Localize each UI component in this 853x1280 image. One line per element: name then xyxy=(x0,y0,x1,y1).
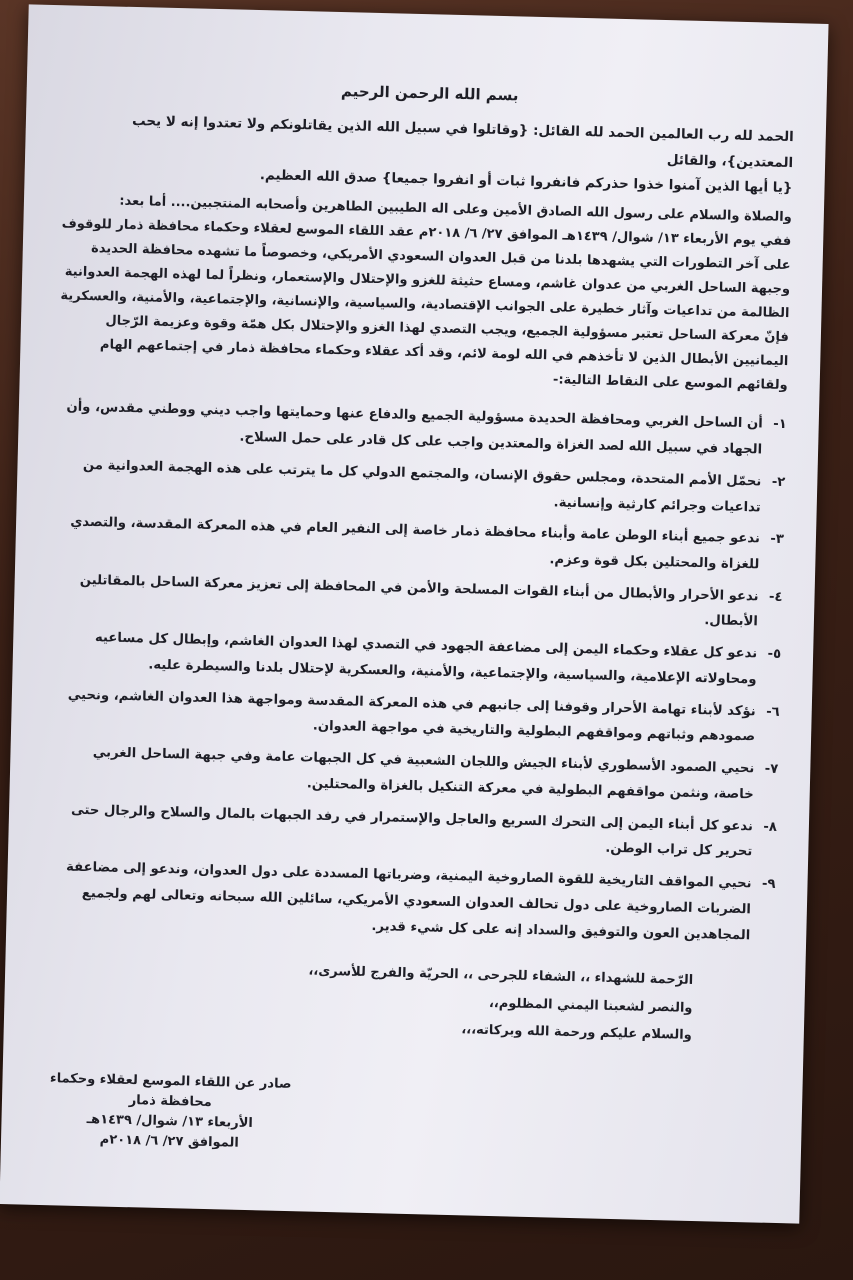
list-item xyxy=(48,739,779,808)
signature-line: صادر عن اللقاء الموسع لعقلاء وحكماء xyxy=(49,1071,292,1092)
point-text: نحيي الصمود الأسطوري لأبناء الجيش واللجان الشعبية في كل الجبهات عامة وفي جبهة الساحل الغربي خاصة، ونثمن مواقفهم البطولية في معركة التنكيل بالغزاة والمحتلين. xyxy=(92,745,755,803)
point-text: نؤكد لأبناء تهامة الأحرار وقوفنا إلى جانبهم في هذه المعركة المقدسة ومواجهة هذا العدوان الغاشم، ونحيي صمودهم وثباتهم ومواقفهم البطولية والتاريخية في مواجهة العدوان. xyxy=(67,687,756,745)
point-text: نحمّل الأمم المتحدة، ومجلس حقوق الإنسان، والمجتمع الدولي كل ما يترتب على هذه الهجمة العدوانية من تداعيات وجرائم كارثية وإنسانية. xyxy=(82,457,762,515)
list-item xyxy=(44,854,776,949)
point-text: ندعو كل أبناء اليمن إلى التحرك السريع والعاجل والإستمرار في رفد الجبهات بالمال والسلاح والرجال حتى تحرير كل تراب الوطن. xyxy=(70,802,754,860)
list-item xyxy=(49,682,780,751)
list-item xyxy=(52,567,783,636)
paper-sheet xyxy=(0,4,829,1223)
list-item xyxy=(55,452,786,521)
intro-paragraph: ففي يوم الأربعاء ١٣/ شوال/ ١٤٣٩هـ الموافق ٢٧/ ٦/ ٢٠١٨م عقد اللقاء الموسع لعقلاء وحكماء محافظة ذمار للوقوف على آخر التطورات التي يشهدها بلدنا من قبل العدوان السعودي الأمريكي، وخصوصاً ما تشهده محافظة الحديدة وجبهة الساحل الغربي من عدوان غاشم، ومساع حثيثة للغزو والإحتلال والإستعمار، ونظراً لما لهذه الهجمة العدوانية الظالمة من تداعيات وآثار خطيرة على الجوانب الإقتصادية، والسياسية، والإنسانية، والإجتماعية، والأمنية، والعسكرية فإنّ معركة الساحل تعتبر مسؤولية الجميع، ويجب التصدي لهذا الغزو والإحتلال بكل همّة وقوة وعزيمة الرّجال اليمانيين الأبطال الذين لا تأخذهم في الله لومة لائم، وقد أكد عقلاء وحكماء محافظة ذمار في إجتماعهم الهام ولقائهم الموسع على النقاط التالية:- xyxy=(60,216,792,394)
signature-line: الأربعاء ١٣/ شوال/ ١٤٣٩هـ xyxy=(86,1112,254,1132)
point-text: ندعو الأحرار والأبطال من أبناء القوات المسلحة والأمن في المحافظة إلى تعزيز معركة الساحل بالمقاتلين الأبطال. xyxy=(79,572,759,630)
signature-block xyxy=(39,1069,301,1156)
document-body xyxy=(42,75,795,1051)
closing-line: والنصر لشعبنا اليمني المظلوم،، xyxy=(488,995,693,1016)
point-number: ٧- xyxy=(764,761,779,778)
basmala: بسم الله الرحمن الرحيم xyxy=(340,82,519,105)
salutation-text: والصلاة والسلام على رسول الله الصادق الأمين وعلى اله الطيبين الطاهرين وأصحابه المنتجبين.... xyxy=(170,194,792,226)
signature-line: محافظة ذمار xyxy=(128,1093,212,1111)
list-item xyxy=(53,509,784,578)
point-number: ٣- xyxy=(770,531,785,548)
signature-line: الموافق ٢٧/ ٦/ ٢٠١٨م xyxy=(99,1132,239,1152)
point-number: ٢- xyxy=(771,474,786,490)
closing-block xyxy=(42,951,694,1049)
point-number: ٥- xyxy=(767,646,782,663)
point-text: ندعو جميع أبناء الوطن عامة وأبناء محافظة ذمار خاصة إلى النفير العام في هذه المعركة المقدسة، والتصدي للغزاة والمحتلين بكل قوة وعزم. xyxy=(70,514,761,573)
point-number: ٩- xyxy=(761,876,776,892)
point-number: ٨- xyxy=(763,819,778,835)
points-list xyxy=(44,395,787,950)
amma-baad: أما بعد: xyxy=(119,193,167,210)
point-number: ٦- xyxy=(765,704,780,720)
quran-verse-2: {يا أيها الذين آمنوا خذوا حذركم فانفروا ثبات أو انفروا جميعا} صدق الله العظيم. xyxy=(259,167,793,197)
list-item xyxy=(50,624,781,693)
point-number: ١- xyxy=(773,417,787,433)
list-item xyxy=(46,797,777,866)
list-item xyxy=(56,395,787,464)
point-text: ندعو كل عقلاء وحكماء اليمن إلى مضاعفة الجهود في التصدي لهذا العدوان الغاشم، وإبطال كل مساعيه ومحاولاته الإعلامية، والسياسية، والإجتماعية، والأمنية، والعسكرية لإحتلال بلدنا والسيطرة عليه. xyxy=(94,630,758,688)
point-text: أن الساحل الغربي ومحافظة الحديدة مسؤولية الجميع والدفاع عنها وحمايتها واجب ديني ووطني مقدس، وأن الجهاد في سبيل الله لصد الغزاة والمعتدين واجب على كل قادر على حمل السلاح. xyxy=(66,399,763,458)
closing-line: الرّحمة للشهداء ،، الشفاء للجرحى ،، الحريّة والفرج للأسرى،، xyxy=(308,963,694,989)
point-number: ٤- xyxy=(768,589,783,605)
point-text: نحيي المواقف التاريخية للقوة الصاروخية اليمنية، وضرباتها المسددة على دول العدوان، وندعو إلى مضاعفة الضربات الصاروخية على دول تحالف العدوان السعودي الأمريكي، سائلين الله سبحانه وتعالى لهم ولجميع المجاهدين العون والتوفيق والسداد إنه على كل شيء قدير. xyxy=(65,859,752,943)
quran-verse-1: الحمد لله رب العالمين الحمد لله القائل: {وقاتلوا في سبيل الله الذين يقاتلونكم ولا تعتدوا إنه لا يحب المعتدين}، والقائل xyxy=(131,112,794,171)
closing-line: والسلام عليكم ورحمة الله وبركاته،،، xyxy=(461,1022,692,1043)
